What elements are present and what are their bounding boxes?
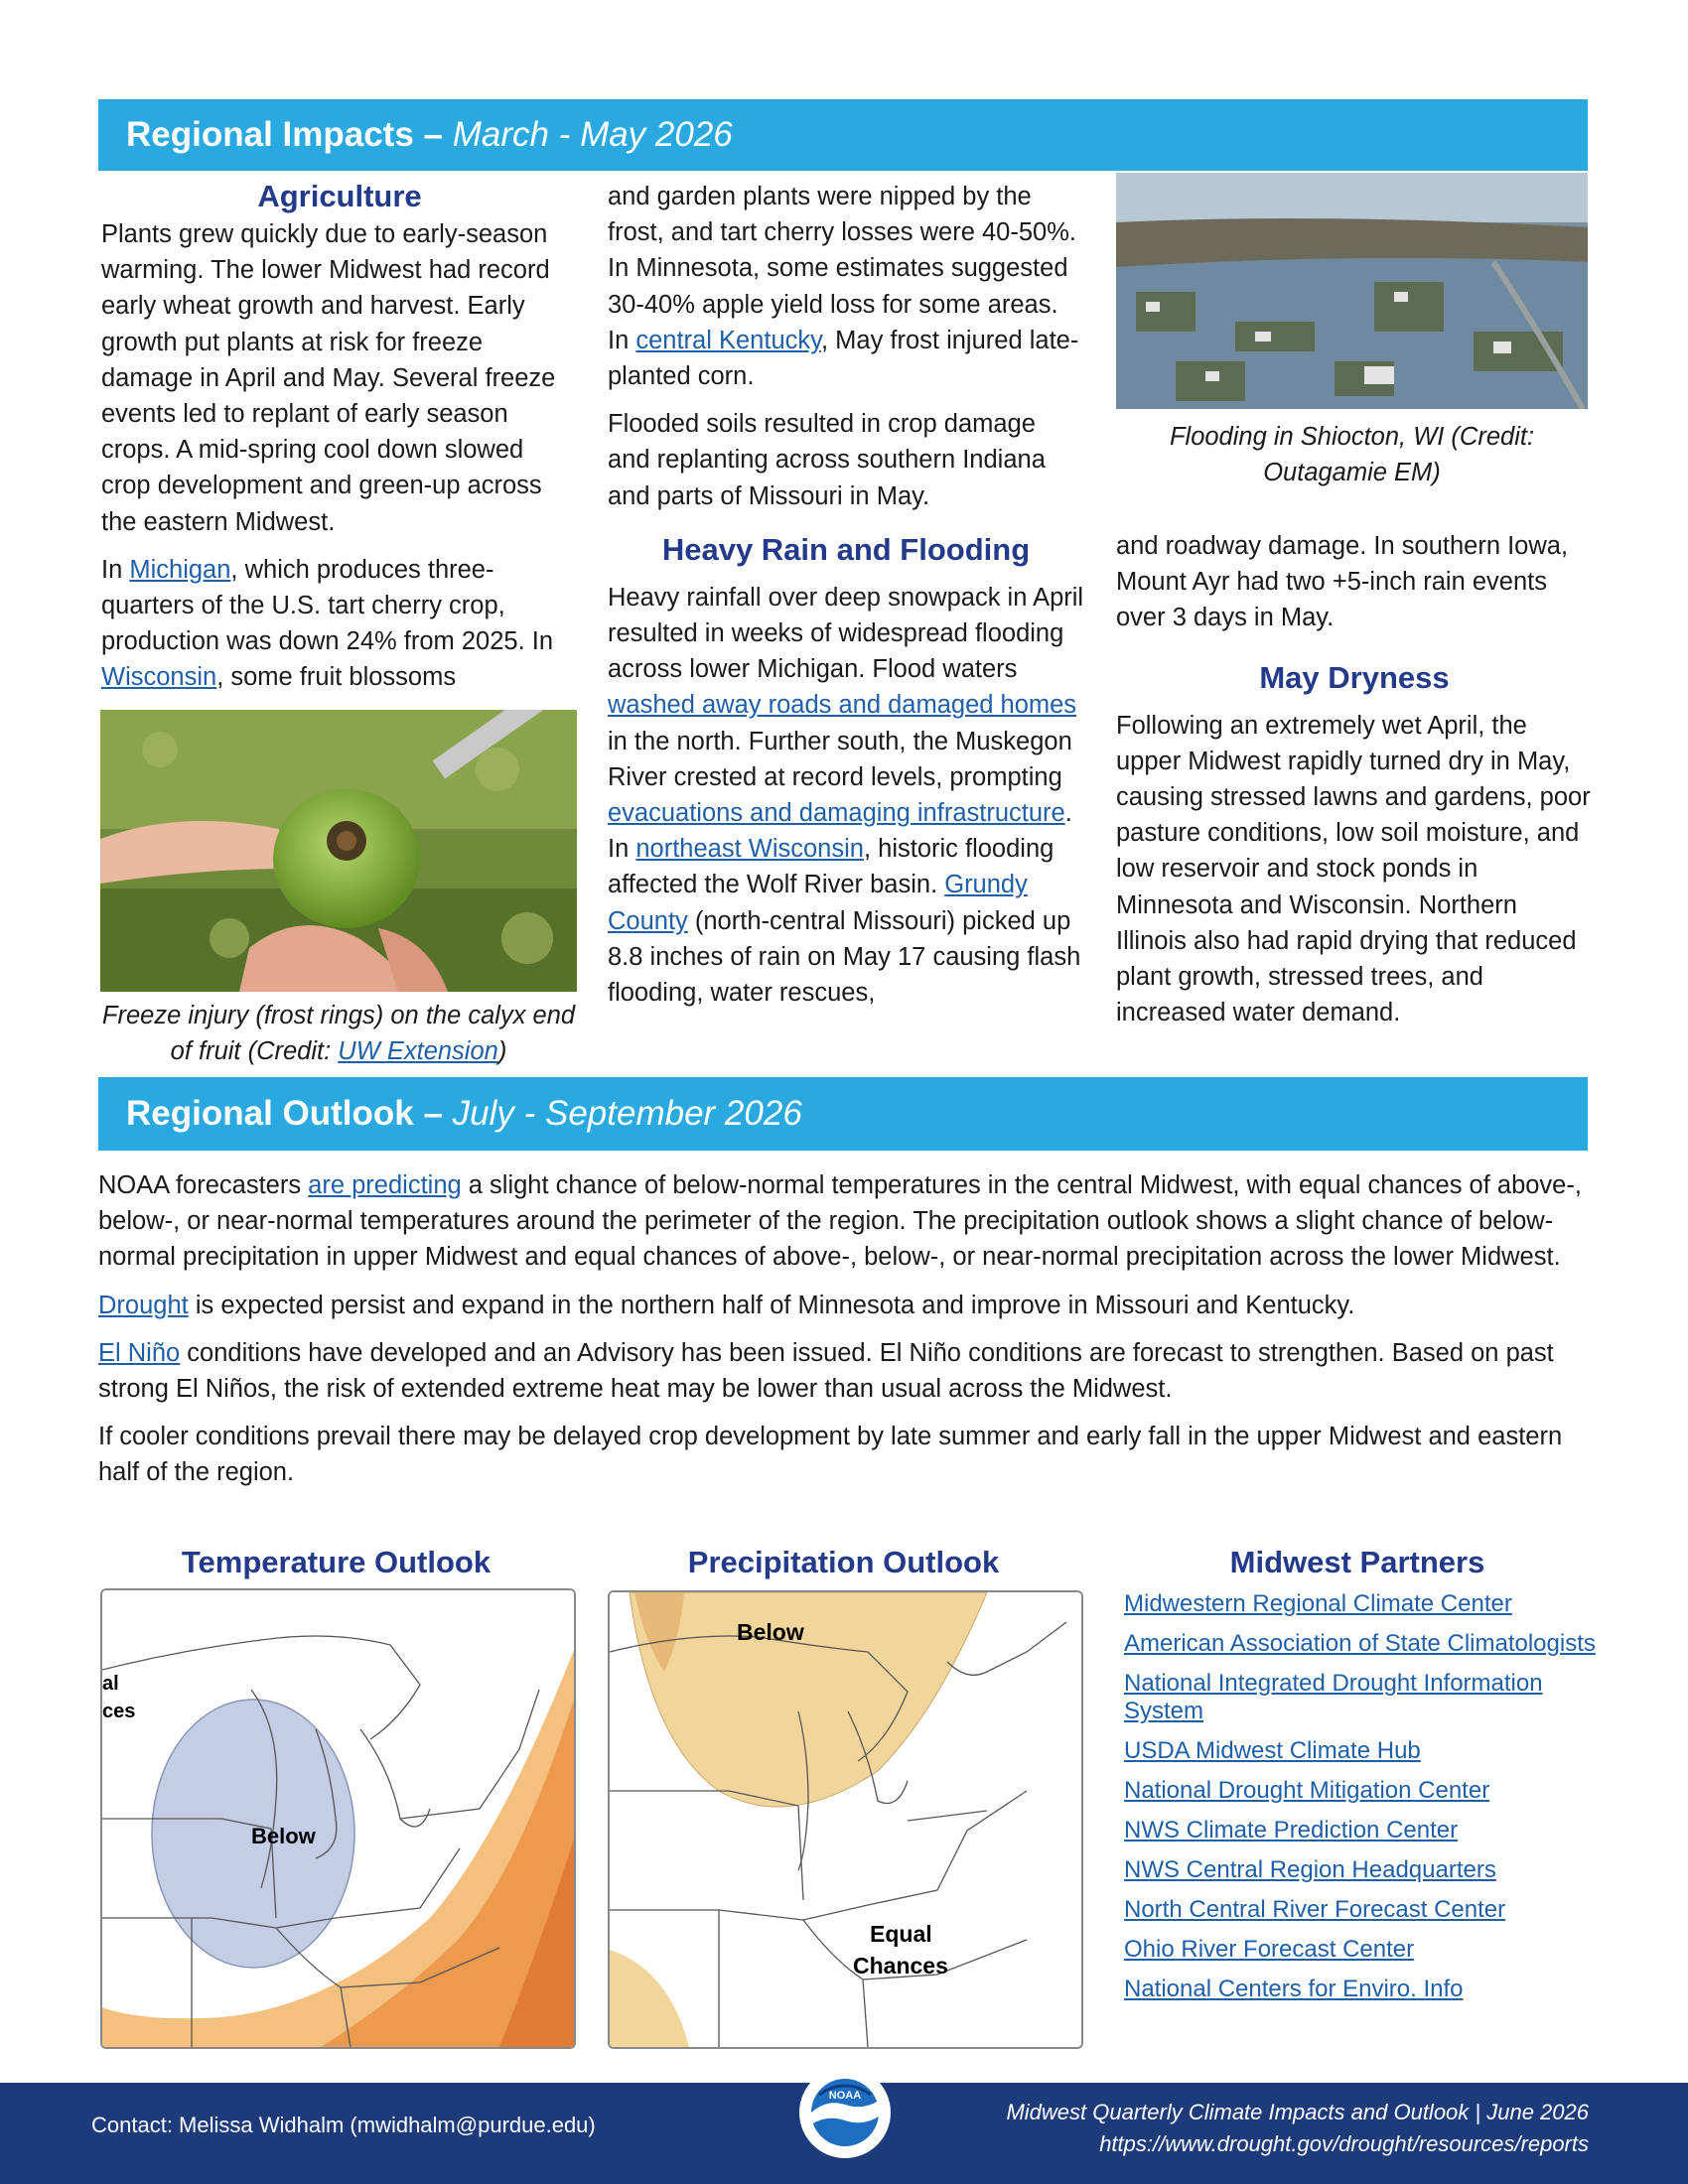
northeast-wisconsin-link[interactable]: northeast Wisconsin xyxy=(635,835,864,864)
noaa-logo-text: NOAA xyxy=(828,2090,862,2102)
partner-link-nws-central[interactable]: NWS Central Region Headquarters xyxy=(1124,1856,1496,1883)
outlook-paragraph-4: If cooler conditions prevail there may be delayed crop development by late summer and early fall in the upper Midwest and eastern half of the region. xyxy=(98,1423,1563,1487)
column-2-paragraph-3 xyxy=(608,580,1084,1011)
text-span: ) xyxy=(497,1037,507,1065)
regional-outlook-header xyxy=(98,1077,1588,1151)
text-span: , May frost injured late-planted corn. xyxy=(608,326,1079,391)
partner-link-ncei[interactable]: National Centers for Enviro. Info xyxy=(1124,1976,1464,2002)
text-span: in the north. Further south, the Muskegon River crested at record levels, prompting xyxy=(608,727,1072,791)
freeze-injury-photo xyxy=(100,710,577,992)
flooding-photo xyxy=(1116,173,1588,409)
text-span: is expected persist and expand in the northern half of Minnesota and improve in Missouri and Kentucky. xyxy=(188,1291,1355,1319)
column-2-paragraph-1 xyxy=(608,179,1084,394)
michigan-link[interactable]: Michigan xyxy=(129,555,231,584)
outlook-text xyxy=(98,1167,1588,1503)
outlook-title: Regional Outlook – xyxy=(126,1094,443,1133)
footer xyxy=(0,2083,1688,2184)
noaa-logo xyxy=(797,2065,893,2160)
temp-edge-label-2: ces xyxy=(102,1701,136,1722)
wisconsin-link[interactable]: Wisconsin xyxy=(101,663,217,692)
partner-link-aasc[interactable]: American Association of State Climatologists xyxy=(1124,1630,1596,1657)
may-dryness-heading: May Dryness xyxy=(1259,659,1450,695)
partner-link-ndmc[interactable]: National Drought Mitigation Center xyxy=(1124,1777,1490,1804)
text-span: In xyxy=(101,555,130,584)
agriculture-paragraph-1: Plants grew quickly due to early-season warming. The lower Midwest had record early wheat growth and harvest. Early growth put plants at risk for freeze damage in April and May. Several freeze events led to replant of early season crops. A mid-spring cool down slowed crop development and green-up across the eastern Midwest. xyxy=(101,220,556,536)
column-2-paragraph-2: Flooded soils resulted in crop damage and replanting across southern Indiana and parts of Missouri in May. xyxy=(608,410,1046,510)
temp-edge-label-1: al xyxy=(102,1673,119,1695)
partner-link-ohrfc[interactable]: Ohio River Forecast Center xyxy=(1124,1936,1415,1963)
precip-equal-label-2: Chances xyxy=(853,1953,948,1979)
heavy-rain-heading: Heavy Rain and Flooding xyxy=(661,531,1031,567)
are-predicting-link[interactable]: are predicting xyxy=(308,1171,462,1199)
text-span: NOAA forecasters xyxy=(98,1171,309,1199)
midwest-partners-list xyxy=(1124,1590,1601,2015)
partner-link-cpc[interactable]: NWS Climate Prediction Center xyxy=(1124,1817,1459,1843)
text-span: conditions have developed and an Advisory has been issued. El Niño conditions are forecast to strengthen. Based on past strong El Niños, the risk of extended extreme heat may be lower than usual across the Midwest. xyxy=(98,1338,1554,1404)
column-3-paragraph-1: and roadway damage. In southern Iowa, Mount Ayr had two +5-inch rain events over 3 days in May. xyxy=(1116,532,1569,632)
outlook-paragraph-2 xyxy=(98,1288,1588,1323)
temp-below-label: Below xyxy=(251,1824,316,1848)
evacuations-link[interactable]: evacuations and damaging infrastructure xyxy=(608,799,1065,828)
flooding-column xyxy=(608,179,1084,1023)
agriculture-column xyxy=(101,177,578,708)
regional-impacts-header xyxy=(98,99,1588,171)
impacts-period: March - May 2026 xyxy=(452,115,733,154)
text-span: (north-central Missouri) picked up 8.8 inches of rain on May 17 causing flash flooding, water rescues, xyxy=(608,906,1081,1008)
outlook-paragraph-1 xyxy=(98,1167,1588,1276)
drought-link[interactable]: Drought xyxy=(98,1291,189,1319)
partner-link-mrcc[interactable]: Midwestern Regional Climate Center xyxy=(1124,1590,1512,1617)
temperature-outlook-map xyxy=(100,1588,576,2049)
precip-below-label: Below xyxy=(737,1619,804,1645)
central-kentucky-link[interactable]: central Kentucky xyxy=(635,326,821,354)
temperature-outlook-title: Temperature Outlook xyxy=(181,1545,492,1579)
washed-away-roads-link[interactable]: washed away roads and damaged homes xyxy=(608,691,1077,720)
flooding-caption: Flooding in Shiocton, WI (Credit: Outagamie EM) xyxy=(1169,423,1535,486)
dryness-column xyxy=(1116,528,1593,1042)
text-span: and garden plants were nipped by the frost, and tart cherry losses were 40-50%. In Minnesota, some estimates suggested 30-40% apple yield loss for some areas. In xyxy=(608,183,1076,354)
text-span: , historic flooding affected the Wolf River basin. xyxy=(608,835,1055,899)
el-nino-link[interactable]: El Niño xyxy=(98,1338,181,1367)
midwest-partners-title: Midwest Partners xyxy=(1229,1545,1485,1579)
footer-publication-info xyxy=(1006,2097,1589,2160)
partner-link-usda-hub[interactable]: USDA Midwest Climate Hub xyxy=(1124,1737,1421,1764)
freeze-injury-caption xyxy=(100,998,577,1069)
text-span: , which produces three-quarters of the U.S. tart cherry crop, production was down 24% from 2025. In xyxy=(101,555,554,656)
footer-contact: Contact: Melissa Widhalm (mwidhalm@purdue.edu) xyxy=(91,2113,596,2137)
outlook-period: July - September 2026 xyxy=(452,1094,802,1133)
grundy-county-link[interactable]: Grundy County xyxy=(608,871,1028,935)
partner-link-nidis[interactable]: National Integrated Drought Information System xyxy=(1124,1670,1543,1724)
text-span: a slight chance of below-normal temperatures in the central Midwest, with equal chances of above-, below-, or near-normal temperatures around the perimeter of the region. The precipitation outlook shows a slight chance of below-normal precipitation in upper Midwest and equal chances of above-, below-, or near-normal precipitation across the lower Midwest. xyxy=(98,1171,1582,1272)
text-span: , some fruit blossoms xyxy=(216,663,457,692)
text-span: Heavy rainfall over deep snowpack in April resulted in weeks of widespread flooding across lower Michigan. Flood waters xyxy=(608,583,1084,684)
impacts-title: Regional Impacts – xyxy=(126,115,443,154)
agriculture-heading: Agriculture xyxy=(257,179,422,213)
precipitation-outlook-title: Precipitation Outlook xyxy=(687,1545,1000,1579)
column-3-paragraph-2: Following an extremely wet April, the upper Midwest rapidly turned dry in May, causing stressed lawns and gardens, poor pasture conditions, low soil moisture, and low reservoir and stock ponds in Minnesota and Wisconsin. Northern Illinois also had rapid drying that reduced plant growth, stressed trees, and increased water demand. xyxy=(1116,711,1591,1027)
uw-extension-link[interactable]: UW Extension xyxy=(338,1037,498,1065)
text-span: Freeze injury (frost rings) on the calyx end of fruit (Credit: xyxy=(101,1002,576,1065)
precip-equal-label-1: Equal xyxy=(870,1921,932,1947)
precipitation-outlook-map xyxy=(608,1590,1083,2049)
outlook-paragraph-3 xyxy=(98,1335,1588,1407)
partner-link-ncrfc[interactable]: North Central River Forecast Center xyxy=(1124,1896,1506,1923)
text-span: . In xyxy=(608,799,1072,864)
footer-title: Midwest Quarterly Climate Impacts and Outlook | June 2026 xyxy=(1006,2100,1589,2124)
footer-url[interactable]: https://www.drought.gov/drought/resources/reports xyxy=(1099,2131,1589,2156)
agriculture-paragraph-2 xyxy=(101,552,578,696)
